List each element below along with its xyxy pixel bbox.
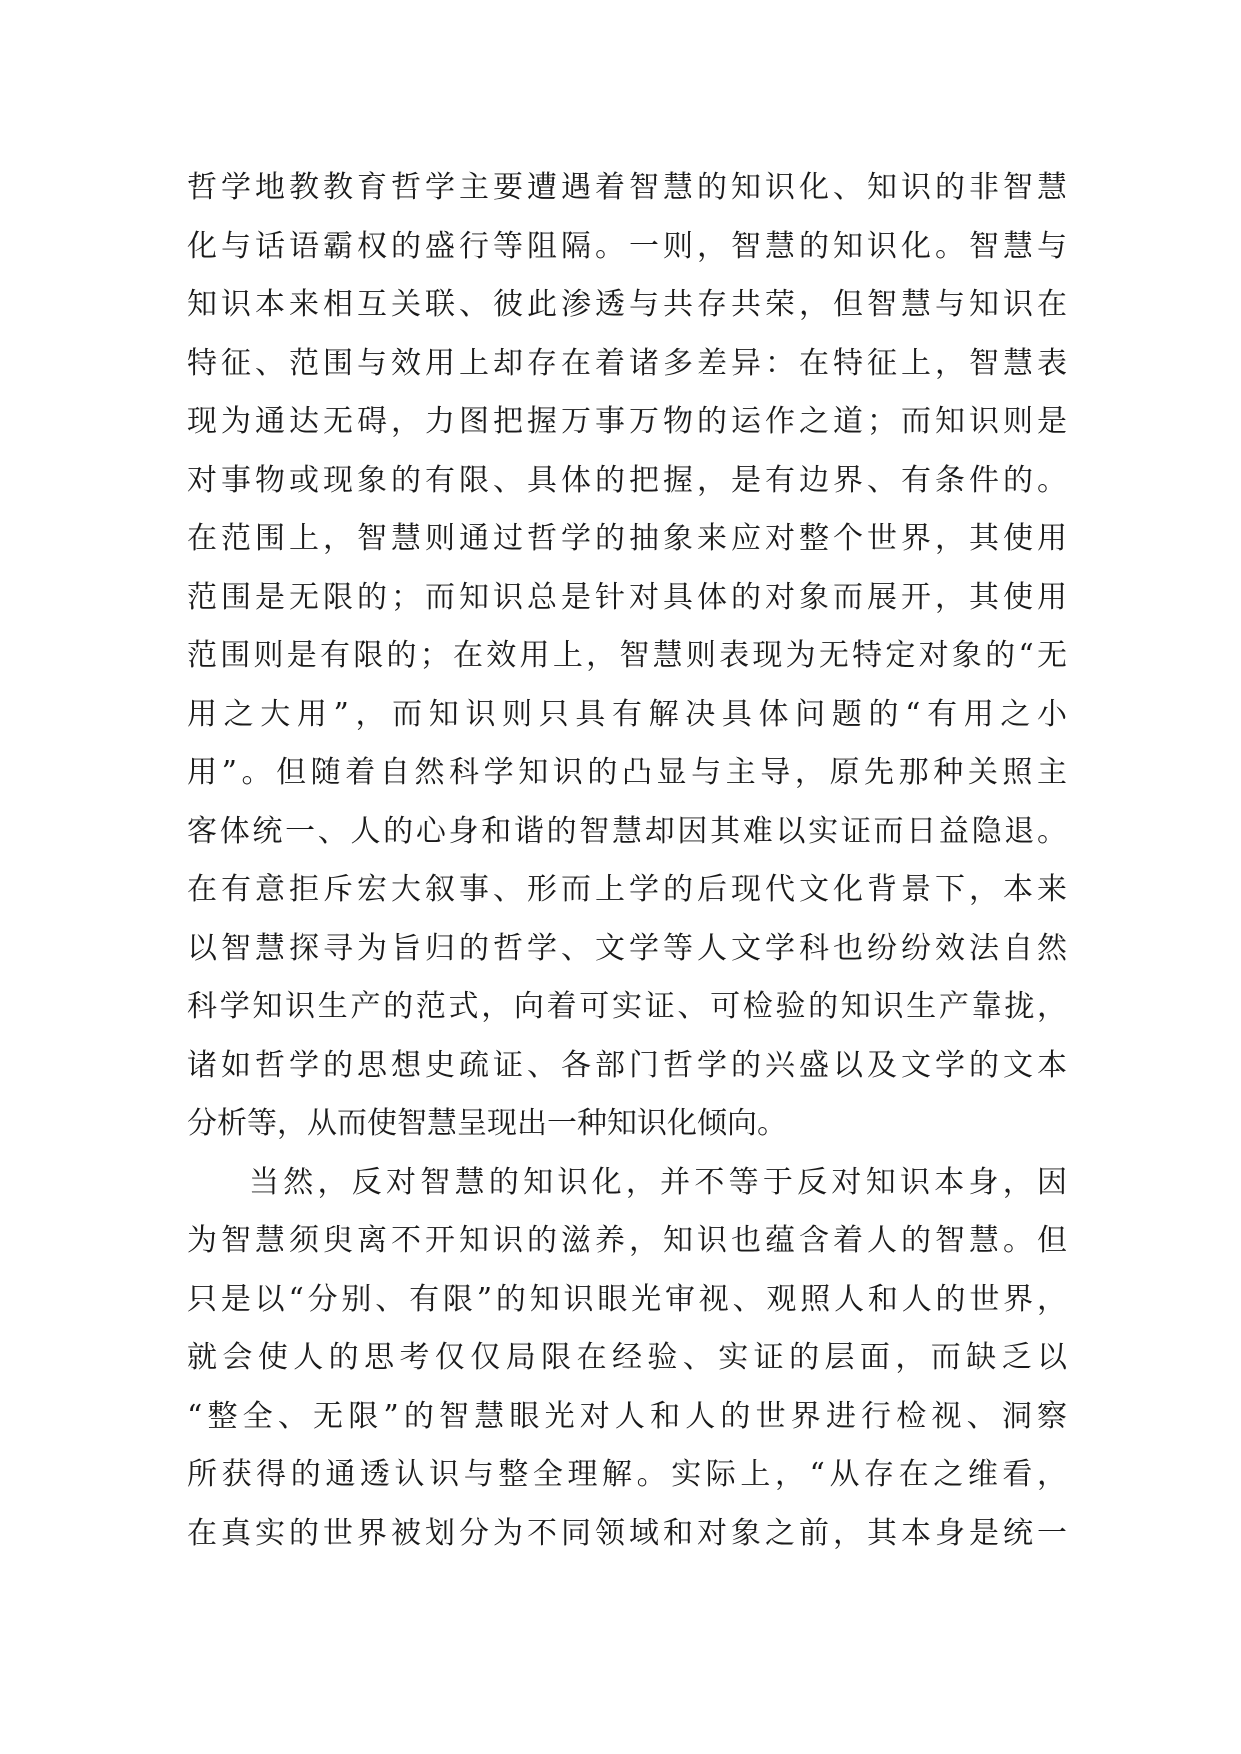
text-line: 化与话语霸权的盛行等阻隔。一则，智慧的知识化。智慧与 <box>187 228 1067 264</box>
text-line: 当然，反对智慧的知识化，并不等于反对知识本身，因 <box>249 1164 1067 1200</box>
text-line: 哲学地教教育哲学主要遭遇着智慧的知识化、知识的非智慧 <box>187 170 1067 205</box>
body-text <box>187 159 1067 1563</box>
text-line: 在范围上，智慧则通过哲学的抽象来应对整个世界，其使用 <box>187 521 1067 556</box>
text-line: 只是以“分别、有限”的知识眼光审视、观照人和人的世界， <box>187 1281 1067 1317</box>
text-line: 分析等，从而使智慧呈现出一种知识化倾向。 <box>187 1106 787 1141</box>
text-line: 用”。但随着自然科学知识的凸显与主导，原先那种关照主 <box>187 755 1067 790</box>
text-line: “整全、无限”的智慧眼光对人和人的世界进行检视、洞察 <box>187 1398 1067 1434</box>
text-line: 知识本来相互关联、彼此渗透与共存共荣，但智慧与知识在 <box>187 287 1067 322</box>
text-line: 科学知识生产的范式，向着可实证、可检验的知识生产靠拢， <box>187 989 1067 1024</box>
paragraph-2 <box>187 1154 1067 1564</box>
text-line: 对事物或现象的有限、具体的把握，是有边界、有条件的。 <box>187 462 1067 498</box>
text-line: 范围是无限的；而知识总是针对具体的对象而展开，其使用 <box>187 579 1067 615</box>
text-line: 用之大用”，而知识则只具有解决具体问题的“有用之小 <box>187 696 1067 732</box>
text-line: 范围则是有限的；在效用上，智慧则表现为无特定对象的“无 <box>187 638 1067 673</box>
text-line: 在真实的世界被划分为不同领域和对象之前，其本身是统一 <box>187 1515 1067 1551</box>
text-line: 以智慧探寻为旨归的哲学、文学等人文学科也纷纷效法自然 <box>187 930 1067 966</box>
text-line: 在有意拒斥宏大叙事、形而上学的后现代文化背景下，本来 <box>187 872 1067 907</box>
text-line: 现为通达无碍，力图把握万事万物的运作之道；而知识则是 <box>187 404 1067 439</box>
text-line: 特征、范围与效用上却存在着诸多差异：在特征上，智慧表 <box>187 345 1067 381</box>
text-line: 为智慧须臾离不开知识的滋养，知识也蕴含着人的智慧。但 <box>187 1223 1067 1258</box>
text-line: 所获得的通透认识与整全理解。实际上，“从存在之维看， <box>187 1457 1067 1492</box>
text-line: 客体统一、人的心身和谐的智慧却因其难以实证而日益隐退。 <box>187 813 1067 849</box>
paragraph-1 <box>187 159 1067 1154</box>
text-line: 诸如哲学的思想史疏证、各部门哲学的兴盛以及文学的文本 <box>187 1047 1067 1083</box>
text-line: 就会使人的思考仅仅局限在经验、实证的层面，而缺乏以 <box>187 1340 1067 1375</box>
